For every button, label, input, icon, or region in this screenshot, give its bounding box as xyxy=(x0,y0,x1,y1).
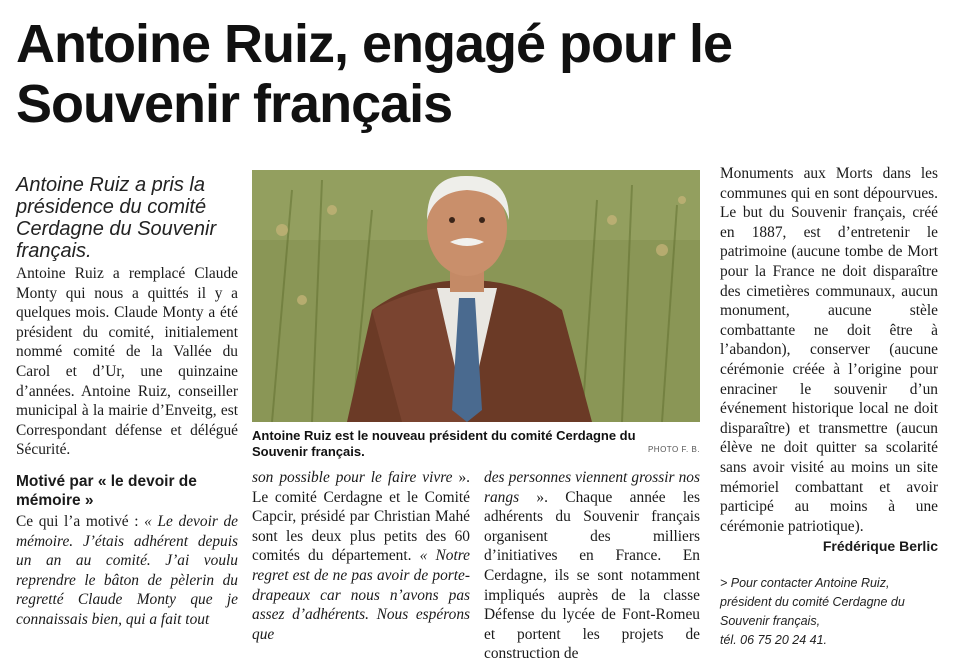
portrait-illustration xyxy=(252,170,700,422)
contact-info xyxy=(720,574,938,650)
photo-credit: PHOTO F. B. xyxy=(647,445,700,454)
quote-text: son possible pour le faire vivre xyxy=(252,469,453,486)
body-paragraph-5: Monuments aux Morts dans les communes qui en sont dépourvues. Le but du Souvenir français, créé en 1887, est d’entretenir le patrimoine (aucune tombe de Mort pour la France ne doit disparaître des cimetières communaux, aucun monument, aucune stèle combattante ne doit être à l’abandon), conserver (aucune cérémonie créée à l’origine pour enraciner le souvenir d’un événement historique local ne doit disparaître) et transmettre (aucun élève ne doit quitter sa scolarité sans avoir visité au moins un site mémoriel combattant et avoir participé au moins à une cérémonie patriotique). xyxy=(720,165,938,535)
quote-text: des personnes viennent grossir nos rangs xyxy=(484,469,700,506)
column-3 xyxy=(484,468,700,664)
author-signature: Frédérique Berlic xyxy=(822,538,938,555)
chapo: Antoine Ruiz a pris la présidence du comité Cerdagne du Souvenir français. xyxy=(16,174,217,262)
contact-line: président du comité Cerdagne du xyxy=(720,595,905,610)
contact-line: Souvenir français, xyxy=(720,614,821,629)
body-text: ». Chaque année les adhérents du Souvenir français organisent des milliers d’initiatives en France. En Cerdagne, ils se sont notamment impliqués auprès de la classe Défense du lycée de Font-Romeu et portent les projets de construction de xyxy=(484,488,700,663)
photo-block xyxy=(252,170,700,460)
body-paragraph-1: Antoine Ruiz a remplacé Claude Monty qui nous a quittés il y a quelques mois. Claude Monty a été président du comité, initialement nommé comité de la Vallée du Carol et d’Ur, une quinzaine d’années. Antoine Ruiz, conseiller municipal à la mairie d’Enveitg, est Correspondant défense et délégué Sécurité. xyxy=(16,265,238,459)
body-paragraph-2 xyxy=(16,512,238,630)
quote-text: « Notre regret est de ne pas avoir de porte-drapeaux car nous n’avons pas assez d’adhérents. Nous espérons que xyxy=(252,547,470,643)
photo-caption: Antoine Ruiz est le nouveau président du comité Cerdagne du Souvenir français. xyxy=(252,428,636,459)
subheading: Motivé par « le devoir de mémoire » xyxy=(16,472,197,509)
contact-phone: tél. 06 75 20 24 41. xyxy=(720,633,828,648)
contact-line: > Pour contacter Antoine Ruiz, xyxy=(720,576,890,591)
body-paragraph-4 xyxy=(484,468,700,664)
headline: Antoine Ruiz, engagé pour le Souvenir français xyxy=(16,14,733,134)
body-paragraph-3 xyxy=(252,468,470,644)
column-1 xyxy=(16,164,238,630)
column-4 xyxy=(720,164,938,650)
quote-text: « Le devoir de mémoire. J’étais adhérent depuis un an au comité. J’ai voulu reprendre le bâton de pèlerin du regretté Claude Monty que je connaissais bien, qui a fait tout xyxy=(16,512,238,628)
portrait-photo xyxy=(252,170,700,422)
photo-caption-block xyxy=(252,428,700,460)
body-text: ». Le comité Cerdagne et le Comité Capcir, présidé par Christian Mahé sont les deux plus petits des 60 comités du département. xyxy=(252,469,471,565)
column-2 xyxy=(252,468,470,644)
body-text: Ce qui l’a motivé : xyxy=(16,512,145,530)
